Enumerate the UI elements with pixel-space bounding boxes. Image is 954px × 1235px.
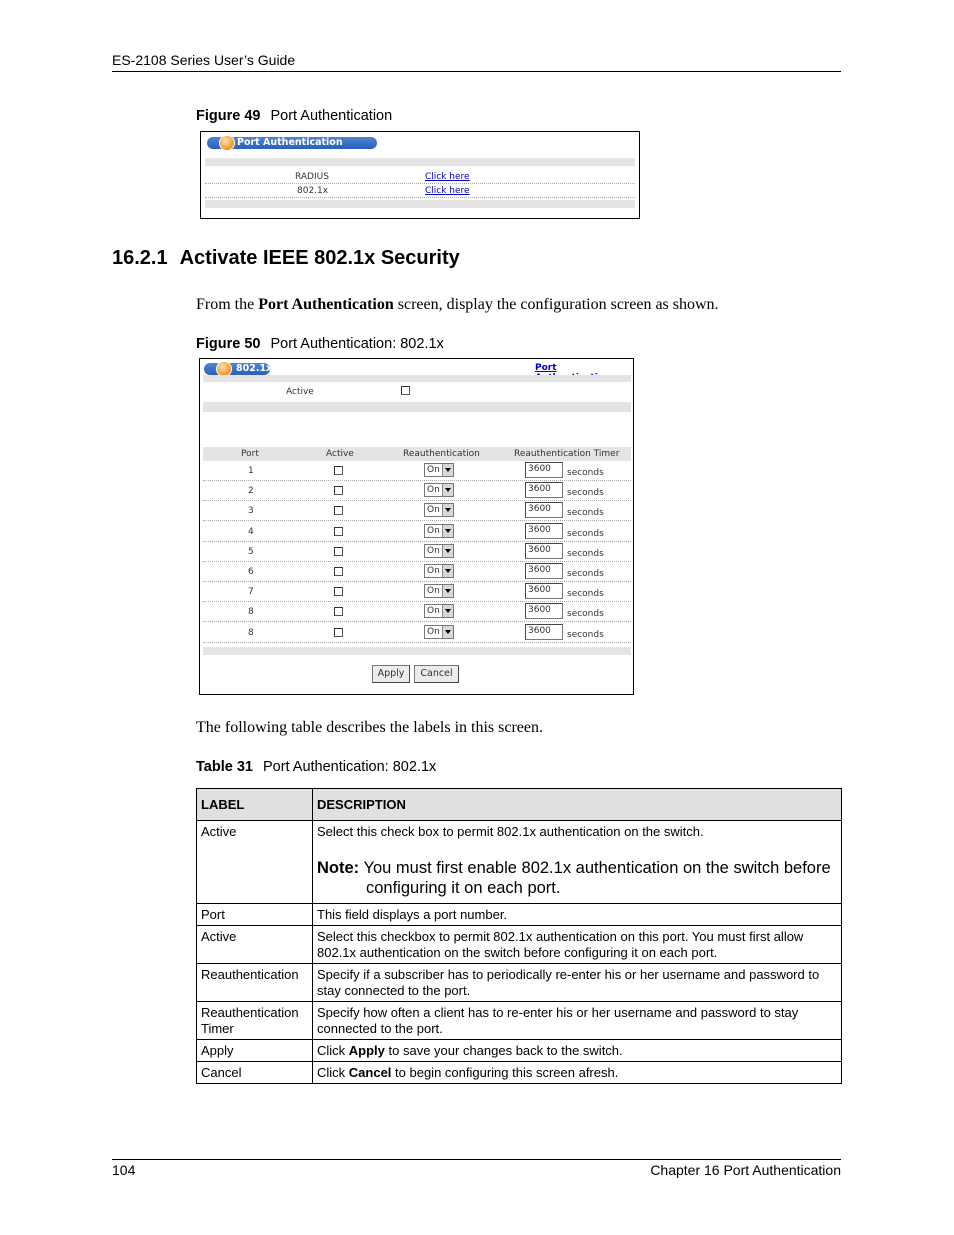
table-row — [197, 1040, 842, 1062]
figure-50-title: Port Authentication: 802.1x — [270, 336, 444, 352]
chevron-down-icon — [442, 626, 453, 638]
note — [317, 858, 837, 898]
reauthentication-timer-input[interactable]: 3600 — [525, 523, 563, 539]
active-label: Active — [286, 387, 314, 397]
table-31-title: Port Authentication: 802.1x — [262, 759, 437, 775]
port-number: 8 — [248, 607, 254, 618]
top-band — [203, 375, 631, 382]
figure-50-screenshot — [199, 358, 634, 695]
section-title: Activate IEEE 802.1x Security — [179, 247, 460, 269]
chevron-down-icon — [442, 565, 453, 577]
row-divider — [203, 601, 631, 602]
port-active-checkbox[interactable] — [334, 587, 343, 596]
port-active-checkbox[interactable] — [334, 506, 343, 515]
port-number: 6 — [248, 567, 254, 577]
port-number: 8 — [248, 627, 254, 638]
note-label: Note: — [317, 859, 360, 877]
intro-paragraph — [196, 296, 719, 314]
reauthentication-select[interactable] — [424, 524, 454, 538]
row-description: This field displays a port number. — [313, 904, 842, 926]
desc-post: to save your changes back to the switch. — [384, 1043, 623, 1058]
reauthentication-select-value: On — [427, 465, 440, 475]
port-number: 4 — [248, 526, 254, 537]
row-divider — [203, 520, 631, 521]
row-description: Select this checkbox to permit 802.1x authentication on this port. You must first allow 802.1x authentication on the switch before configuring it on each port. — [313, 926, 842, 964]
top-band — [205, 158, 635, 166]
note-text: You must first enable 802.1x authentication on the switch before configuring it on each port. — [363, 859, 831, 897]
timer-unit-label: seconds — [567, 468, 604, 478]
desc-pre: Click — [317, 1043, 349, 1058]
screen-title-bar — [204, 363, 273, 375]
reauthentication-select-value: On — [427, 566, 440, 576]
reauthentication-select[interactable] — [424, 544, 454, 558]
port-number: 2 — [248, 486, 254, 497]
table-row — [197, 1062, 842, 1084]
timer-unit-label: seconds — [567, 548, 604, 559]
reauthentication-select[interactable] — [424, 584, 454, 598]
table-intro: The following table describes the labels in this screen. — [196, 719, 544, 736]
reauthentication-timer-input[interactable]: 3600 — [525, 603, 563, 619]
reauthentication-timer-input[interactable]: 3600 — [525, 624, 563, 640]
row-label: Apply — [197, 1040, 313, 1062]
reauthentication-timer-input[interactable]: 3600 — [525, 462, 563, 478]
timer-unit-label: seconds — [567, 629, 604, 640]
reauthentication-timer-input[interactable]: 3600 — [525, 482, 563, 498]
table-31-caption — [196, 759, 436, 775]
reauthentication-select-value: On — [427, 485, 440, 496]
column-header-active: Active — [326, 449, 354, 459]
intro-text-start: From the — [196, 296, 259, 313]
port-number: 7 — [248, 587, 254, 598]
radius-label: RADIUS — [295, 172, 329, 182]
reauthentication-timer-input[interactable]: 3600 — [525, 543, 563, 559]
port-active-checkbox[interactable] — [334, 607, 343, 616]
timer-unit-label: seconds — [567, 569, 604, 579]
chevron-down-icon — [442, 464, 453, 476]
port-active-checkbox[interactable] — [334, 628, 343, 637]
reauthentication-select[interactable] — [424, 604, 454, 618]
row-divider — [203, 541, 631, 542]
port-active-checkbox[interactable] — [334, 486, 343, 495]
chevron-down-icon — [442, 484, 453, 496]
reauthentication-select[interactable] — [424, 503, 454, 517]
port-active-checkbox[interactable] — [334, 567, 343, 576]
orb-icon — [219, 135, 235, 151]
chevron-down-icon — [442, 504, 453, 516]
port-active-checkbox[interactable] — [334, 547, 343, 556]
reauthentication-select[interactable] — [424, 564, 454, 578]
screen-title: Port Authentication — [237, 137, 343, 148]
row-divider — [205, 183, 635, 184]
port-active-checkbox[interactable] — [334, 466, 343, 475]
chevron-down-icon — [442, 605, 453, 617]
figure-49-caption — [196, 108, 392, 124]
row-label: Reauthentication — [197, 964, 313, 1002]
reauthentication-select-value: On — [427, 525, 440, 536]
desc-post: to begin configuring this screen afresh. — [391, 1065, 619, 1080]
timer-unit-label: seconds — [567, 508, 604, 519]
section-number: 16.2.1 — [112, 247, 168, 269]
dot1x-label: 802.1x — [297, 186, 329, 196]
reauthentication-timer-input[interactable]: 3600 — [525, 583, 563, 599]
chevron-down-icon — [442, 585, 453, 597]
screen-title-bar — [207, 137, 377, 149]
footer-rule — [112, 1159, 841, 1160]
header-rule — [112, 71, 841, 72]
header-description: DESCRIPTION — [313, 789, 842, 821]
row-divider — [203, 581, 631, 582]
reauthentication-select[interactable] — [424, 625, 454, 639]
apply-button[interactable]: Apply — [372, 665, 410, 683]
desc-bold: Apply — [348, 1043, 385, 1058]
reauthentication-select-value: On — [427, 606, 440, 617]
reauthentication-timer-input[interactable]: 3600 — [525, 563, 563, 579]
column-header-reauthentication-timer: Reauthentication Timer — [514, 449, 620, 459]
figure-50-caption — [196, 336, 444, 352]
figure-49-label: Figure 49 — [196, 108, 261, 124]
row-divider — [203, 621, 631, 622]
table-row — [197, 904, 842, 926]
timer-unit-label: seconds — [567, 528, 604, 539]
row-description: Specify if a subscriber has to periodically re-enter his or her username and password to stay connected to the port. — [313, 964, 842, 1002]
table-31-label: Table 31 — [196, 759, 253, 775]
row-description — [313, 821, 842, 904]
header-label: LABEL — [197, 789, 313, 821]
description-table — [196, 788, 842, 1084]
row-divider — [203, 480, 631, 481]
row-label: Active — [197, 821, 313, 904]
timer-unit-label: seconds — [567, 488, 604, 499]
reauthentication-select-value: On — [427, 505, 440, 516]
intro-bold-term: Port Authentication — [258, 296, 394, 313]
row-label: Port — [197, 904, 313, 926]
intro-text-end: screen, display the configuration screen as shown. — [393, 296, 719, 313]
row-description: Specify how often a client has to re-enter his or her username and password to stay connected to the port. — [313, 1002, 842, 1040]
bottom-band — [203, 647, 631, 655]
row-divider — [203, 500, 631, 501]
cancel-button[interactable]: Cancel — [414, 665, 459, 683]
row-description — [313, 1062, 842, 1084]
dot1x-click-here-link[interactable]: Click here — [425, 186, 470, 196]
row-divider — [203, 642, 631, 643]
row-description-text: Select this check box to permit 802.1x authentication on the switch. — [317, 824, 704, 839]
table-row — [197, 926, 842, 964]
reauthentication-select-value: On — [427, 586, 440, 597]
row-divider — [205, 197, 635, 198]
chevron-down-icon — [442, 545, 453, 557]
table-header-row — [197, 789, 842, 821]
row-label: Active — [197, 926, 313, 964]
table-row — [197, 821, 842, 904]
column-header-port: Port — [241, 449, 259, 459]
section-heading — [112, 247, 460, 270]
timer-unit-label: seconds — [567, 589, 604, 600]
timer-unit-label: seconds — [567, 609, 604, 620]
port-active-checkbox[interactable] — [334, 527, 343, 536]
figure-49-screenshot — [200, 131, 640, 219]
port-authentication-link[interactable]: Port — [535, 363, 557, 373]
screen-title: 802.1x — [236, 363, 273, 374]
running-header-title: ES-2108 Series User’s Guide — [112, 52, 296, 68]
port-number: 5 — [248, 546, 254, 557]
active-checkbox[interactable] — [401, 386, 410, 395]
figure-50-label: Figure 50 — [196, 336, 261, 352]
reauthentication-select-value: On — [427, 626, 440, 637]
table-row — [197, 1002, 842, 1040]
column-header-reauthentication: Reauthentication — [403, 449, 480, 459]
reauthentication-select[interactable] — [424, 463, 454, 477]
reauthentication-select[interactable] — [424, 483, 454, 497]
row-label: Reauthentication Timer — [197, 1002, 313, 1040]
desc-bold: Cancel — [348, 1065, 392, 1080]
separator-band — [203, 402, 631, 412]
figure-49-title: Port Authentication — [270, 108, 393, 124]
row-label: Cancel — [197, 1062, 313, 1084]
reauthentication-select-value: On — [427, 545, 440, 556]
row-description — [313, 1040, 842, 1062]
reauthentication-timer-input[interactable]: 3600 — [525, 502, 563, 518]
table-row — [197, 964, 842, 1002]
page-number: 104 — [112, 1162, 136, 1178]
row-divider — [203, 561, 631, 562]
radius-click-here-link[interactable]: Click here — [425, 172, 470, 182]
footer-chapter: Chapter 16 Port Authentication — [650, 1162, 841, 1178]
desc-pre: Click — [317, 1065, 349, 1080]
port-number: 1 — [248, 466, 254, 476]
bottom-band — [205, 200, 635, 208]
port-number: 3 — [248, 506, 254, 517]
chevron-down-icon — [442, 525, 453, 537]
